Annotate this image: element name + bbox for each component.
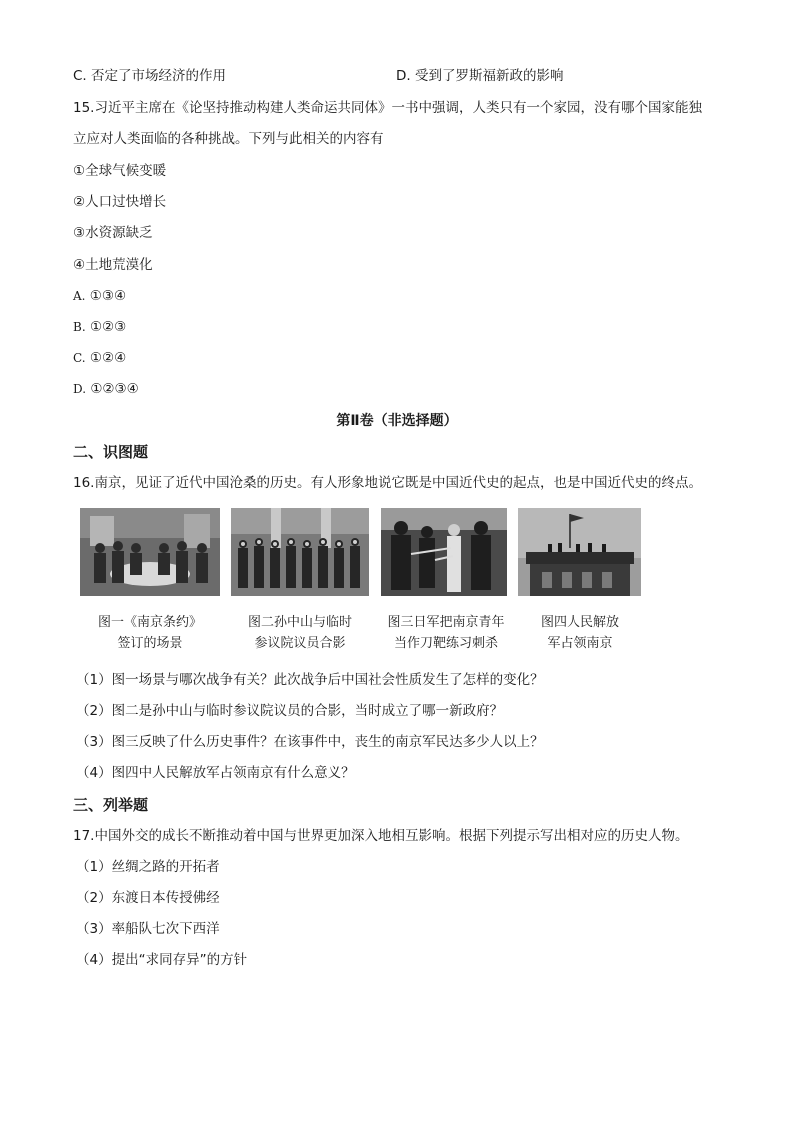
q15-option-d [73,379,139,399]
photo-presidential-palace [518,508,641,596]
caption-figure-3-line1: 图三日军把南京青年 [387,615,505,630]
q16-stem: 16.南京，见证了近代中国沧桑的历史。有人形象地说它既是中国近代史的起点，也是中国近代史的终点。 [73,475,702,491]
caption-figure-2 [222,612,378,654]
q17-stem: 17.中国外交的成长不断推动着中国与世界更加深入地相互影响。根据下列提示写出相对应的历史人物。 [73,828,689,844]
caption-figure-2-line1: 图二孙中山与临时 [247,615,352,630]
part2-title: 第Ⅱ卷（非选择题） [336,413,458,429]
section2-heading: 二、识图题 [73,443,149,461]
q15-option-d-text: ①②③④ [90,381,139,397]
q14-option-c: C. 否定了市场经济的作用 [73,68,227,84]
q15-option-a [73,286,126,306]
q15-option-c-letter: C. [73,351,86,365]
q16-sub-1: （1）图一场景与哪次战争有关？此次战争后中国社会性质发生了怎样的变化？ [76,672,544,688]
q15-option-b [73,317,126,337]
q15-item-1: ①全球气候变暖 [73,163,167,179]
caption-figure-4 [518,612,642,654]
q15-stem-line2: 立应对人类面临的各种挑战。下列与此相关的内容有 [73,131,384,147]
q17-sub-3: （3）率船队七次下西洋 [76,921,220,937]
q15-option-c-text: ①②④ [89,350,127,366]
section3-heading: 三、列举题 [73,796,149,814]
q15-option-a-letter: A. [73,289,86,303]
q15-stem-line1: 15.习近平主席在《论坚持推动构建人类命运共同体》一书中强调，人类只有一个家园，没有哪个国家能独 [73,100,702,116]
caption-figure-2-line2: 参议院议员合影 [254,636,346,651]
caption-figure-1-line1: 图一《南京条约》 [97,615,202,630]
q16-sub-2: （2）图二是孙中山与临时参议院议员的合影，当时成立了哪一新政府？ [76,703,504,719]
q15-option-d-letter: D. [73,382,87,396]
q15-option-c [73,348,126,368]
q16-sub-4: （4）图四中人民解放军占领南京有什么意义？ [76,765,355,781]
caption-figure-4-line1: 图四人民解放 [540,615,619,630]
caption-figure-3 [364,612,528,654]
q15-option-a-text: ①③④ [89,288,127,304]
q15-item-3: ③水资源缺乏 [73,225,153,241]
q14-option-d: D. 受到了罗斯福新政的影响 [396,68,564,84]
q17-sub-2: （2）东渡日本传授佛经 [76,890,220,906]
photo-treaty-signing [80,508,220,596]
q17-sub-1: （1）丝绸之路的开拓者 [76,859,220,875]
caption-figure-1 [72,612,228,654]
caption-figure-1-line2: 签订的场景 [117,636,183,651]
q15-option-b-letter: B. [73,320,86,334]
photo-group-portrait [231,508,369,596]
caption-figure-3-line2: 当作刀靶练习刺杀 [393,636,498,651]
q17-sub-4: （4）提出“求同存异”的方针 [76,952,248,968]
q15-item-2: ②人口过快增长 [73,194,167,210]
q15-option-b-text: ①②③ [89,319,127,335]
caption-figure-4-line2: 军占领南京 [547,636,613,651]
q16-sub-3: （3）图三反映了什么历史事件？在该事件中，丧生的南京军民达多少人以上？ [76,734,544,750]
photo-nanjing-soldiers [381,508,507,596]
q15-item-4: ④土地荒漠化 [73,257,153,273]
